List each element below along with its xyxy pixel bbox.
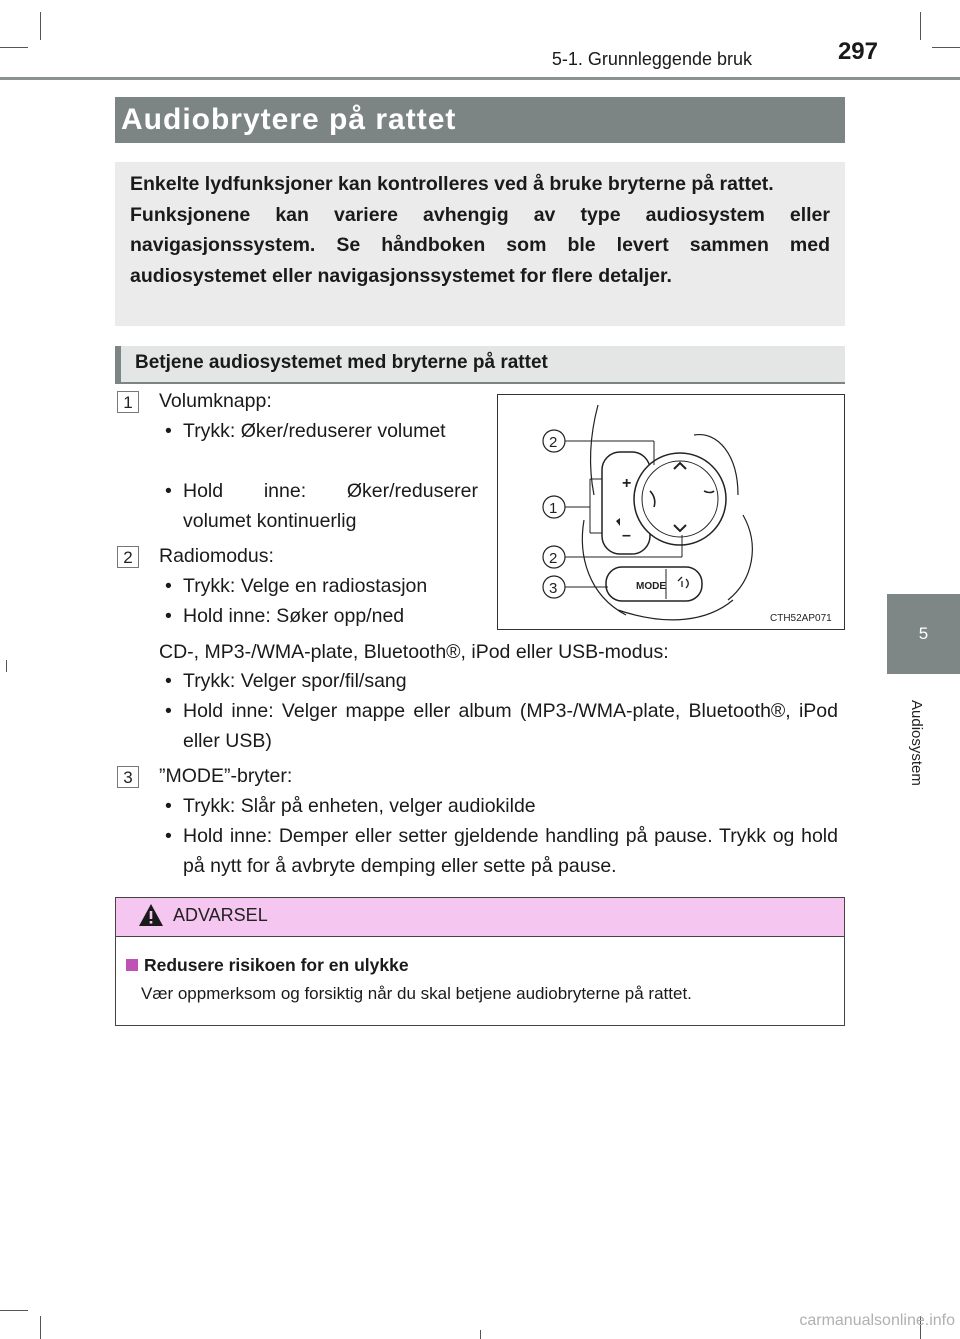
header-rule bbox=[0, 77, 960, 80]
svg-text:3: 3 bbox=[549, 580, 558, 597]
svg-text:2: 2 bbox=[549, 434, 558, 451]
bullet-mode-hold: • Hold inne: Demper eller setter gjeldende handling på pause. Trykk og hold på nytt for å avbryte demping eller sette på pause. bbox=[183, 821, 838, 881]
item-label-radio: Radiomodus: bbox=[159, 545, 274, 567]
page-title: Audiobrytere på rattet bbox=[115, 97, 845, 143]
svg-text:2: 2 bbox=[549, 550, 558, 567]
warning-title-text: Redusere risikoen for en ulykke bbox=[144, 955, 409, 975]
crop-mark bbox=[40, 12, 41, 40]
crop-mark bbox=[932, 47, 960, 48]
warning-triangle-icon bbox=[138, 903, 164, 927]
bullet-radio-hold: • Hold inne: Søker opp/ned bbox=[183, 601, 483, 631]
bullet-radio-press: • Trykk: Velge en radiostasjon bbox=[183, 571, 483, 601]
svg-text:+: + bbox=[622, 475, 632, 492]
intro-box bbox=[115, 162, 845, 326]
crop-mark bbox=[40, 1316, 41, 1339]
crop-mark bbox=[920, 12, 921, 40]
item-number-2: 2 bbox=[117, 546, 139, 568]
bullet-volume-hold: • Hold inne: Øker/reduserer volumet kontinuerlig bbox=[183, 476, 478, 536]
crop-mark bbox=[0, 47, 28, 48]
item-number-1: 1 bbox=[117, 391, 139, 413]
chapter-label bbox=[880, 700, 940, 800]
item-label-volume: Volumknapp: bbox=[159, 390, 272, 412]
running-head: 5-1. Grunnleggende bruk bbox=[551, 49, 752, 69]
bullet-media-press: • Trykk: Velger spor/fil/sang bbox=[183, 666, 838, 696]
warning-label: ADVARSEL bbox=[173, 905, 268, 925]
crop-mark bbox=[0, 1310, 28, 1311]
chapter-name: Audiosystem bbox=[908, 700, 925, 786]
item-label-mode: ”MODE”-bryter: bbox=[159, 765, 293, 787]
svg-text:1: 1 bbox=[549, 500, 558, 517]
warning-text: Vær oppmerksom og forsiktig når du skal betjene audiobryterne på rattet. bbox=[141, 984, 692, 1003]
svg-text:–: – bbox=[622, 527, 631, 544]
crop-mark bbox=[6, 660, 7, 672]
bullet-mode-press: • Trykk: Slår på enheten, velger audiokilde bbox=[183, 791, 838, 821]
steering-switch-illustration bbox=[498, 395, 844, 629]
crop-mark bbox=[480, 1330, 481, 1339]
chapter-number: 5 bbox=[918, 624, 929, 643]
warning-square-icon bbox=[126, 959, 138, 971]
bullet-volume-press: • Trykk: Øker/reduserer volumet bbox=[183, 416, 478, 446]
section-heading: Betjene audiosystemet med bryterne på rattet bbox=[115, 346, 845, 384]
warning-title bbox=[126, 955, 409, 976]
warning-header bbox=[116, 898, 844, 937]
page-number: 297 bbox=[837, 38, 878, 65]
item-sublabel-media: CD-, MP3-/WMA-plate, Bluetooth®, iPod eller USB-modus: bbox=[159, 641, 669, 663]
item-number-3: 3 bbox=[117, 766, 139, 788]
steering-switch-figure bbox=[497, 394, 845, 630]
warning-box bbox=[115, 897, 845, 1026]
intro-paragraph-1: Enkelte lydfunksjoner kan kontrolleres ved å bruke bryterne på rattet. bbox=[130, 173, 774, 195]
chapter-tab[interactable] bbox=[887, 594, 960, 674]
watermark: carmanualsonline.info bbox=[799, 1312, 955, 1329]
svg-text:MODE: MODE bbox=[636, 581, 666, 592]
bullet-media-hold: • Hold inne: Velger mappe eller album (MP3-/WMA-plate, Bluetooth®, iPod eller USB) bbox=[183, 696, 838, 756]
figure-code: CTH52AP071 bbox=[770, 613, 832, 624]
intro-paragraph-2: Funksjonene kan variere avhengig av type audiosystem eller navigasjonssystem. Se håndboken som ble levert sammen med audiosystemet eller navigasjonssystemet for flere detaljer. bbox=[130, 203, 830, 287]
